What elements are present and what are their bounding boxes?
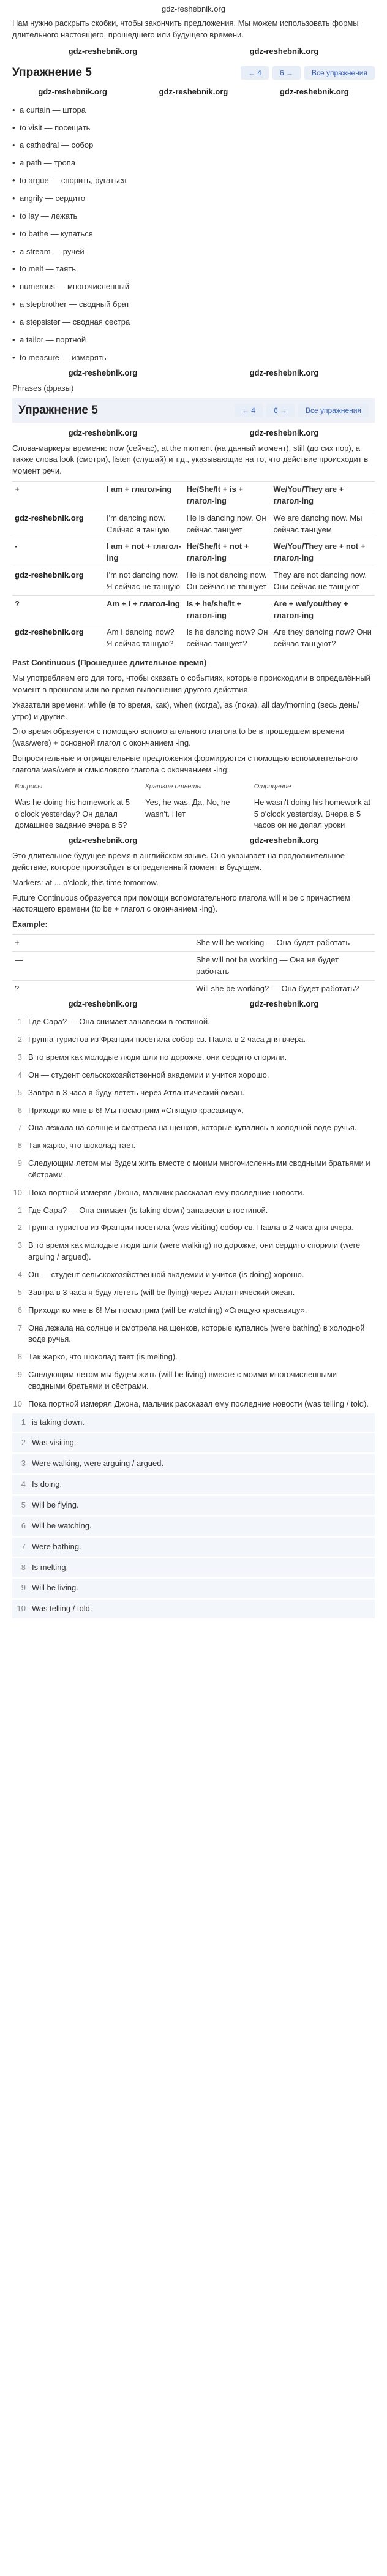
table-cell: +: [12, 482, 104, 510]
answer-item: 1 is taking down.: [12, 1413, 375, 1432]
past-continuous-examples: [12, 780, 375, 834]
table-header: Вопросы: [15, 782, 43, 790]
future-continuous-markers: Markers: at ... o'clock, this time tomorrow.: [12, 877, 159, 887]
all-exercises-button[interactable]: Все упражнения: [304, 66, 375, 80]
list-item: • to visit — посещать: [12, 119, 375, 137]
answer-list: [12, 1413, 375, 1618]
table-cell: Are they dancing now? Они сейчас танцуют?: [271, 624, 375, 652]
list-item: 5 Завтра в 3 часа я буду лететь (will be flying) через Атлантический океан.: [17, 1287, 295, 1297]
list-item: • a stepbrother — сводный брат: [12, 296, 375, 314]
next-button[interactable]: 6 →: [272, 66, 301, 80]
past-continuous-heading: Past Continuous (Прошедшее длительное время): [12, 658, 207, 668]
next-button-2[interactable]: 6 →: [266, 404, 295, 417]
list-item: 6 Приходи ко мне в 6! Мы посмотрим (will be watching) «Спящую красавицу».: [17, 1305, 307, 1315]
table-cell: He is not dancing now. Он сейчас не танцует: [184, 567, 271, 596]
list-item: • to bathe — купаться: [12, 225, 375, 243]
list-item: 1 Где Сара? — Она снимает занавески в гостиной.: [17, 1017, 210, 1027]
table-cell: We/You/They are + not + глагол-ing: [271, 538, 375, 567]
table-header: Краткие ответы: [145, 782, 202, 790]
phrases-heading: Phrases (фразы): [12, 383, 74, 393]
list-item: • a stream — ручей: [12, 243, 375, 261]
table-cell: Am I dancing now? Я сейчас танцую?: [104, 624, 184, 652]
example-heading: Example:: [12, 920, 48, 929]
table-cell: Are + we/you/they + глагол-ing: [271, 595, 375, 624]
future-continuous-table: [12, 934, 375, 997]
table-cell: Is + he/she/it + глагол-ing: [184, 595, 271, 624]
watermark: gdz-reshebnik.org: [249, 428, 319, 437]
table-cell: +: [12, 935, 194, 952]
watermark: gdz-reshebnik.org: [68, 836, 138, 845]
table-cell: He/She/It + is + глагол-ing: [184, 482, 271, 510]
table-cell: ?: [12, 595, 104, 624]
table-cell: She will not be working — Она не будет работать: [194, 951, 375, 980]
answer-item: 4 Is doing.: [12, 1475, 375, 1494]
list-item: 7 Она лежала на солнце и смотрела на щенков, которые купались в холодной воде ручья.: [17, 1123, 357, 1133]
past-continuous-text-2: Указатели времени: while (в то время, как), when (когда), as (пока), all day/morning (весь день/утро) и другие.: [12, 700, 359, 721]
table-cell: Is he dancing now? Он сейчас танцует?: [184, 624, 271, 652]
table-cell: —: [12, 951, 194, 980]
prev-button-2[interactable]: ← 4: [235, 404, 263, 417]
past-continuous-text-3: Это время образуется с помощью вспомогательного глагола to be в прошедшем времени (was/were) + основной глагол с окончанием -ing.: [12, 727, 344, 748]
list-item: 10 Пока портной измерял Джона, мальчик рассказал ему последние новости (was telling / told).: [13, 1399, 369, 1408]
translation-list: [12, 1013, 375, 1201]
list-item: 4 Он — студент сельскохозяйственной академии и учится (is doing) хорошо.: [17, 1270, 304, 1279]
list-item: 2 Группа туристов из Франции посетила собор св. Павла в 2 часа дня вчера.: [17, 1035, 306, 1044]
table-cell: I am + not + глагол-ing: [104, 538, 184, 567]
watermark: gdz-reshebnik.org: [68, 46, 138, 56]
exercise-title: Упражнение 5: [12, 66, 92, 80]
list-item: 9 Следующим летом мы будем жить вместе с моими многочисленными сводными братьями и сёстрами.: [17, 1158, 370, 1179]
watermark: gdz-reshebnik.org: [279, 86, 349, 96]
table-cell: Will she be working? — Она будет работать?: [194, 980, 375, 997]
table-cell: I'm dancing now. Сейчас я танцую: [104, 510, 184, 538]
watermark: gdz-reshebnik.org: [249, 368, 319, 378]
list-item: • a tailor — портной: [12, 331, 375, 349]
watermark: gdz-reshebnik.org: [159, 86, 228, 96]
watermark: gdz-reshebnik.org: [249, 46, 319, 56]
answer-item: 10 Was telling / told.: [12, 1600, 375, 1618]
table-cell: Was he doing his homework at 5 o'clock yesterday? Он делал домашнее задание вчера в 5?: [15, 797, 130, 830]
watermark: gdz-reshebnik.org: [15, 570, 84, 580]
list-item: 1 Где Сара? — Она снимает (is taking down) занавески в гостиной.: [17, 1205, 268, 1215]
list-item: 7 Она лежала на солнце и смотрела на щенков, которые купались (were bathing) в холодной воде ручья.: [17, 1323, 365, 1344]
list-item: 3 В то время как молодые люди шли (were walking) по дорожке, они сердито спорили (were arguing / argued).: [17, 1241, 361, 1262]
exercise-nav: [12, 64, 375, 81]
watermark: gdz-reshebnik.org: [38, 86, 107, 96]
list-item: • to argue — спорить, ругаться: [12, 172, 375, 190]
list-item: 4 Он — студент сельскохозяйственной академии и учится хорошо.: [17, 1070, 269, 1079]
exercise-nav-2: [12, 398, 375, 423]
past-continuous-text-4: Вопросительные и отрицательные предложения формируются с помощью вспомогательного глагола was/were и смыслового глагола с окончанием -ing:: [12, 754, 358, 774]
answer-item: 3 Were walking, were arguing / argued.: [12, 1454, 375, 1473]
table-cell: Yes, he was. Да. No, he wasn't. Нет: [145, 797, 230, 818]
table-cell: I am + глагол-ing: [104, 482, 184, 510]
list-item: • a cathedral — собор: [12, 137, 375, 154]
table-cell: He wasn't doing his homework at 5 o'clock yesterday. Вчера в 5 часов он не делал уроки: [254, 797, 371, 830]
list-item: 2 Группа туристов из Франции посетила (was visiting) собор св. Павла в 2 часа дня вчера.: [17, 1223, 354, 1233]
list-item: 8 Так жарко, что шоколад тает (is melting).: [17, 1352, 178, 1362]
list-item: • to lay — лежать: [12, 208, 375, 225]
list-item: • a path — тропа: [12, 154, 375, 172]
list-item: • a curtain — штора: [12, 102, 375, 119]
watermark: gdz-reshebnik.org: [15, 627, 84, 637]
exercise-title-2: Упражнение 5: [18, 404, 98, 417]
table-cell: We are dancing now. Мы сейчас танцуем: [271, 510, 375, 538]
list-item: 3 В то время как молодые люди шли по дорожке, они сердито спорили.: [17, 1052, 287, 1062]
present-continuous-table: [12, 481, 375, 652]
answer-item: 5 Will be flying.: [12, 1496, 375, 1515]
time-markers-text: Слова-маркеры времени: now (сейчас), at the moment (на данный момент), still (до сих пор), а также слова look (смотри), listen (слушай) и т.д., указывающие на то, что действие происходит в момент речи.: [12, 443, 369, 476]
answer-item: 9 Will be living.: [12, 1579, 375, 1598]
watermark: gdz-reshebnik.org: [68, 999, 138, 1008]
vocab-list: [12, 102, 375, 367]
list-item: • a stepsister — сводная сестра: [12, 314, 375, 331]
answer-item: 7 Were bathing.: [12, 1538, 375, 1557]
answer-item: 6 Will be watching.: [12, 1517, 375, 1536]
list-item: • to measure — измерять: [12, 349, 375, 367]
table-cell: We/You/They are + глагол-ing: [271, 482, 375, 510]
list-item: 5 Завтра в 3 часа я буду лететь через Атлантический океан.: [17, 1087, 244, 1097]
site-title: gdz-reshebnik.org: [161, 4, 226, 13]
list-item: 9 Следующим летом мы будем жить (will be living) вместе с моими многочисленными сводными братьями и сёстрами.: [17, 1370, 337, 1391]
table-cell: She will be working — Она будет работать: [194, 935, 375, 952]
table-cell: ?: [12, 980, 194, 997]
watermark: gdz-reshebnik.org: [249, 836, 319, 845]
list-item: 8 Так жарко, что шоколад тает.: [17, 1141, 136, 1150]
list-item: • numerous — многочисленный: [12, 278, 375, 296]
translation-list-with-answers: [12, 1202, 375, 1413]
list-item: • to melt — таять: [12, 260, 375, 278]
intro-text: Нам нужно раскрыть скобки, чтобы закончить предложения. Мы можем использовать формы длительного настоящего, прошедшего или будущего времени.: [12, 18, 359, 39]
list-item: 10 Пока портной измерял Джона, мальчик рассказал ему последние новости.: [13, 1187, 305, 1197]
past-continuous-text-1: Мы употребляем его для того, чтобы сказать о событиях, которые происходили в определённый момент в прошлом или во время выполнения другого действия.: [12, 673, 370, 694]
future-continuous-text-2: Future Continuous образуется при помощи вспомогательного глагола will и be с причастием настоящего времени (to be + глагол с окончанием -ing).: [12, 893, 350, 914]
watermark: gdz-reshebnik.org: [68, 368, 138, 378]
all-exercises-button-2[interactable]: Все упражнения: [298, 404, 369, 417]
table-cell: He/She/It + not + глагол-ing: [184, 538, 271, 567]
table-cell: He is dancing now. Он сейчас танцует: [184, 510, 271, 538]
watermark: gdz-reshebnik.org: [68, 428, 138, 437]
future-continuous-text-1: Это длительное будущее время в английском языке. Оно указывает на продолжительное действие, которое произойдет в определенный момент в будущем.: [12, 851, 345, 872]
table-cell: Am + I + глагол-ing: [104, 595, 184, 624]
table-header: Отрицание: [254, 782, 291, 790]
table-cell: They are not dancing now. Они сейчас не танцуют: [271, 567, 375, 596]
list-item: 6 Приходи ко мне в 6! Мы посмотрим «Спящую красавицу».: [17, 1105, 244, 1115]
watermark: gdz-reshebnik.org: [15, 513, 84, 523]
table-cell: I'm not dancing now. Я сейчас не танцую: [104, 567, 184, 596]
watermark: gdz-reshebnik.org: [249, 999, 319, 1008]
answer-item: 8 Is melting.: [12, 1558, 375, 1577]
answer-item: 2 Was visiting.: [12, 1433, 375, 1452]
prev-button[interactable]: ← 4: [241, 66, 269, 80]
list-item: • angrily — сердито: [12, 190, 375, 208]
table-cell: -: [12, 538, 104, 567]
